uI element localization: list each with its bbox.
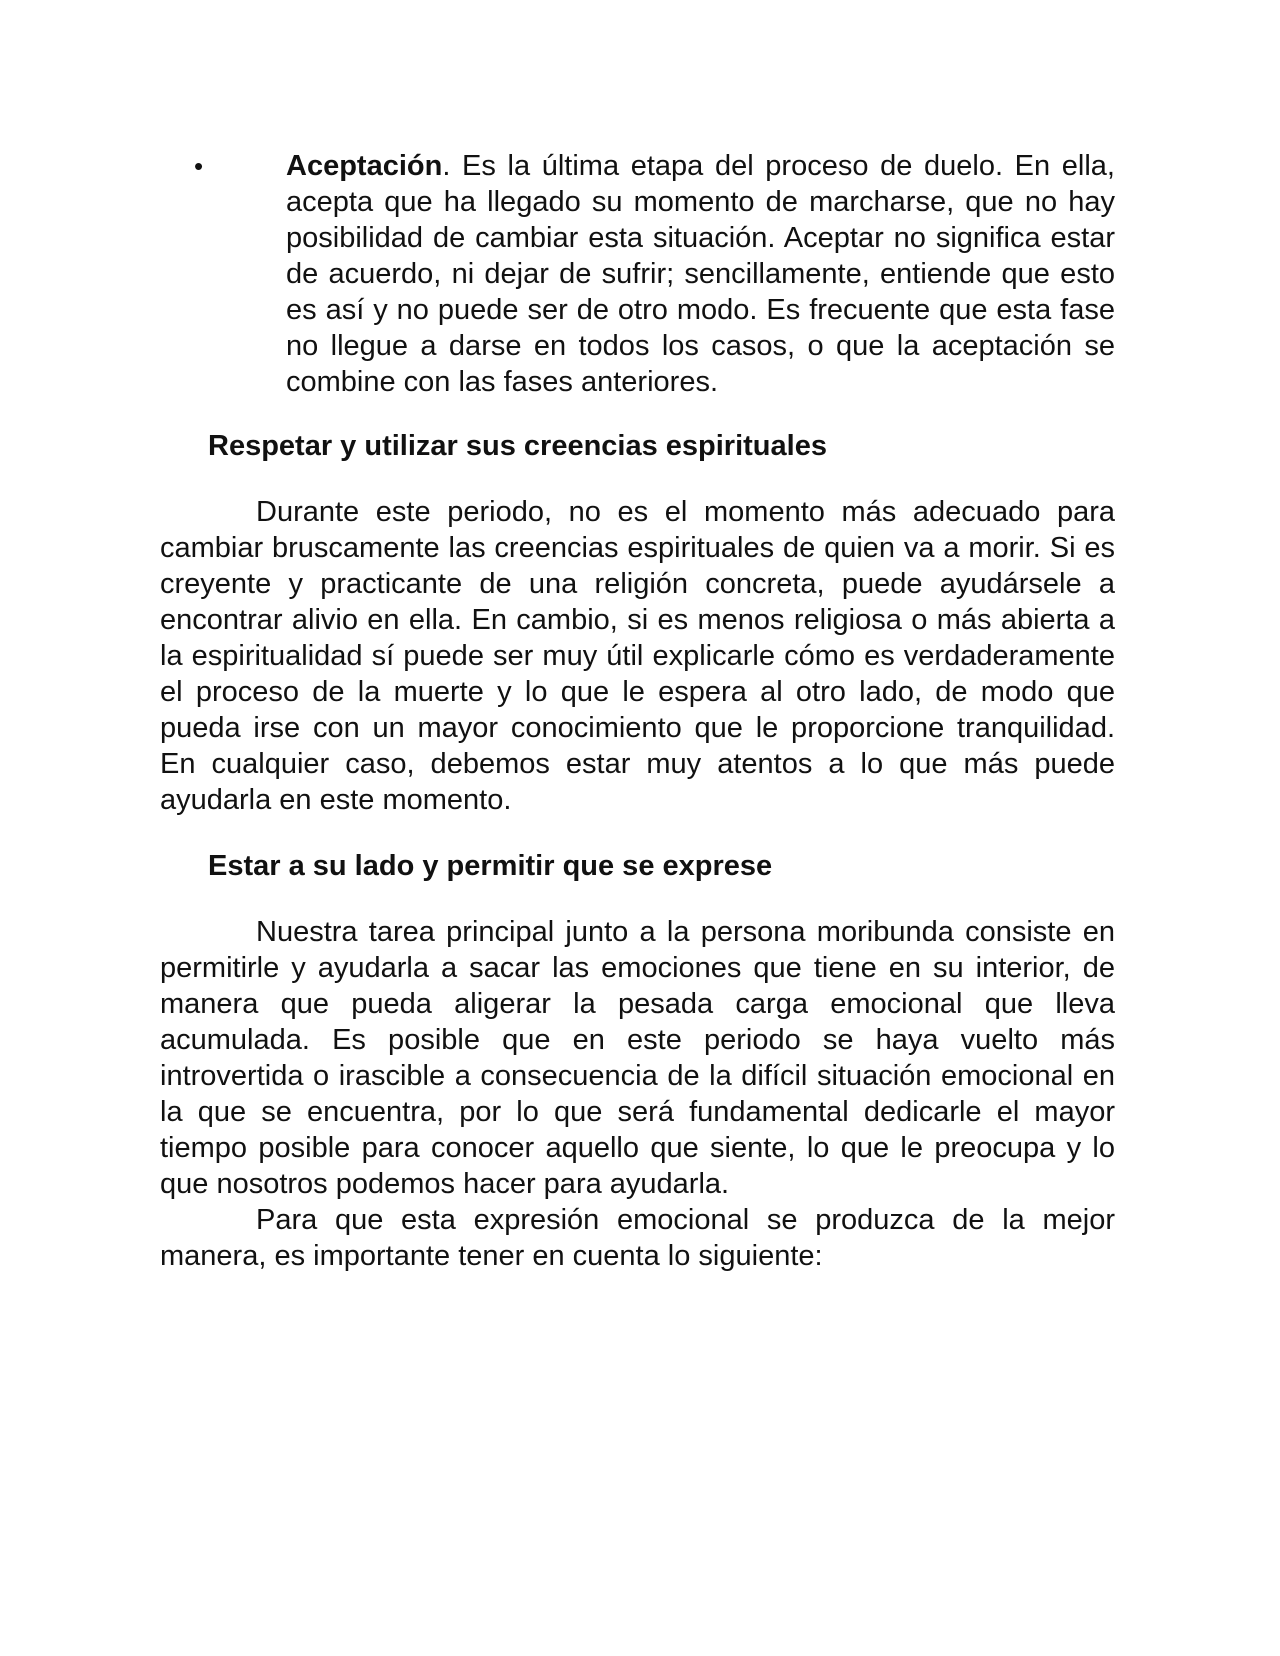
bullet-item-aceptacion — [160, 148, 1115, 400]
paragraph-creencias: Durante este periodo, no es el momento más adecuado para cambiar bruscamente las creencias espirituales de quien va a morir. Si es creyente y practicante de una religión concreta, puede ayudársele a encontrar alivio en ella. En cambio, si es menos religiosa o más abierta a la espiritualidad sí puede ser muy útil explicarle cómo es verdaderamente el proceso de la muerte y lo que le espera al otro lado, de modo que pueda irse con un mayor conocimiento que le proporcione tranquilidad. En cualquier caso, debemos estar muy atentos a lo que más puede ayudarla en este momento. — [160, 496, 1115, 816]
bullet-text: . Es la última etapa del proceso de duelo. En ella, acepta que ha llegado su momento de marcharse, que no hay posibilidad de cambiar esta situación. Aceptar no significa estar de acuerdo, ni dejar de sufrir; sencillamente, entiende que esto es así y no puede ser de otro modo. Es frecuente que esta fase no llegue a darse en todos los casos, o que la aceptación se combine con las fases anteriores. — [286, 150, 1115, 398]
page-content — [160, 148, 1115, 1274]
bullet-term: Aceptación — [286, 150, 443, 182]
paragraph-expresion: Nuestra tarea principal junto a la persona moribunda consiste en permitirle y ayudarla a sacar las emociones que tiene en su interior, de manera que pueda aligerar la pesada carga emocional que lleva acumulada. Es posible que en este periodo se haya vuelto más introvertida o irascible a consecuencia de la difícil situación emocional en la que se encuentra, por lo que será fundamental dedicarle el mayor tiempo posible para conocer aquello que siente, lo que le preocupa y lo que nosotros podemos hacer para ayudarla. — [160, 916, 1115, 1200]
section-heading-creencias: Respetar y utilizar sus creencias espirituales — [208, 430, 827, 462]
bullet-icon: • — [194, 151, 204, 181]
paragraph-expresion-consejos: Para que esta expresión emocional se produzca de la mejor manera, es importante tener en cuenta lo siguiente: — [160, 1204, 1115, 1272]
section-heading-expresion: Estar a su lado y permitir que se exprese — [208, 850, 773, 882]
